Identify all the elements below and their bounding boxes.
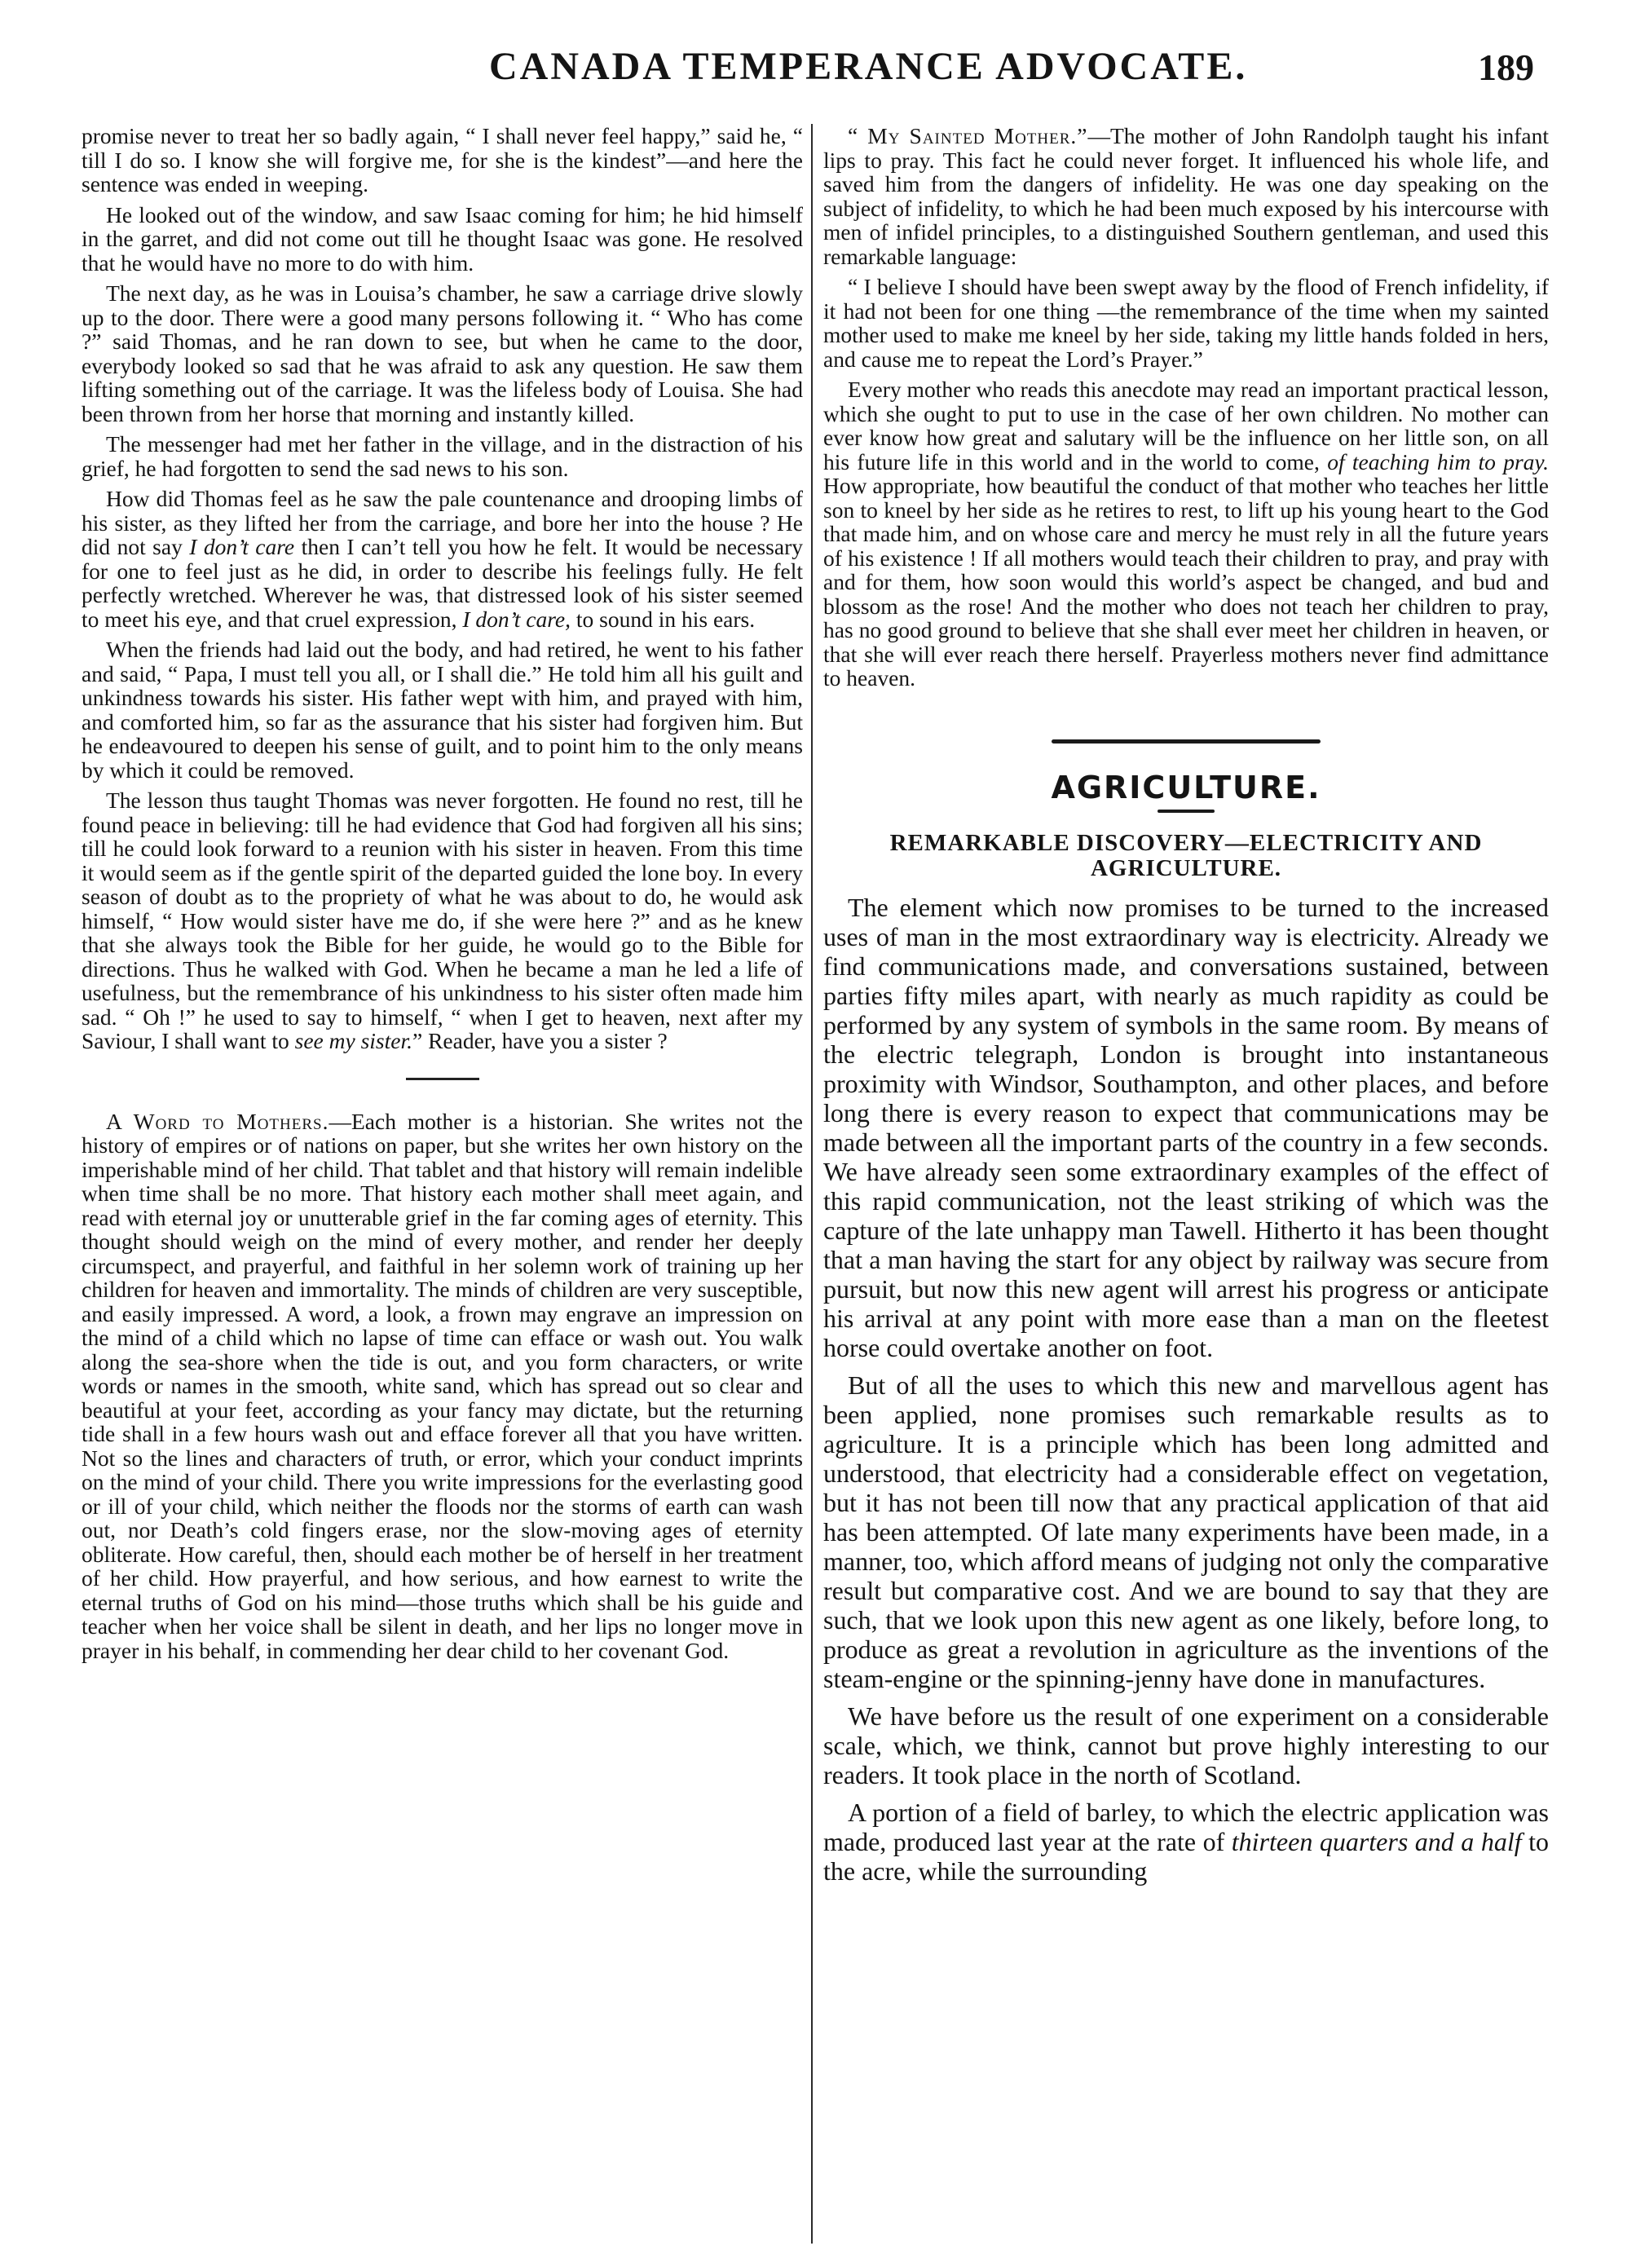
text-run: Every mother who reads this anecdote may read an important practical lesson, which she ought to put to use in the case of her own children. No mother can ever know how great and salutary will be the influence on her little son, on all his future life in this world and in the world to come,	[823, 377, 1549, 474]
section-heading: AGRICULTURE.	[1051, 769, 1321, 805]
text-run: then I can’t tell you how he felt. It would be necessary for one to feel just as he did, in order to describe his feelings fully. He felt perfectly wretched. Wherever he was, that distressed look of his sister seemed to meet his eye, and that cruel expression,	[82, 534, 803, 632]
paragraph: When the friends had laid out the body, and had retired, he went to his father and said, “ Papa, I must tell you all, or I shall die.” He told him all his guilt and unkindness towards his sister. His father wept with him, and prayed with him, and comforted him, so far as the assurance that his sister had forgiven him. But he endeavoured to deepen his sense of guilt, and to point him to the only means by which it could be removed.	[82, 637, 803, 783]
text-run: —Each mother is a historian. She writes not the history of empires or of nations on paper, but she writes her own history on the imperishable mind of her child. That tablet and that history will remain indelible when time shall be no more. That history each mother shall meet again, and read with eternal joy or unutterable grief in the far coming ages of eternity. This thought should weigh on the mind of every mother, and render her deeply circumspect, and prayerful, and faithful in her solemn work of training up her children for heaven and immortality. The minds of children are very susceptible, and easily impressed. A word, a look, a frown may engrave an impression on the mind of a child which no lapse of time can efface or wash out. You walk along the sea-shore when the tide is out, and you form characters, or write words or names in the smooth, white sand, which has spread out so clear and beautiful at your feet, according as your fancy may dictate, but the returning tide shall in a few hours wash out and efface forever all that you have written. Not so the lines and characters of truth, or error, which your conduct imprints on the mind of your child. There you write impressions for the everlasting good or ill of your child, which neither the floods nor the storms of earth can wash out, nor Death’s cold fingers erase, nor the slow-moving ages of eternity obliterate. How careful, then, should each mother be of herself in her treatment of her child. How prayerful, and how serious, and how earnest to write the eternal truths of God on his mind—those truths which shall be his guide and teacher when her voice shall be silent in death, and her lips no longer move in prayer in his behalf, in commending her dear child to her covenant God.	[82, 1108, 803, 1663]
page-number: 189	[1478, 46, 1534, 88]
ornamental-divider	[1052, 739, 1321, 743]
paragraph	[82, 788, 803, 1053]
paragraph	[82, 1110, 803, 1663]
article-label: A Word to Mothers.	[106, 1108, 329, 1134]
italic-text: see my sister.	[294, 1028, 412, 1053]
paragraph	[823, 1798, 1549, 1886]
paragraph	[823, 377, 1549, 691]
italic-text: I don’t care	[189, 534, 295, 559]
text-run: How did Thomas feel as he saw the pale countenance and drooping limbs of his sister, as they lifted her from the carriage, and bore her into the house ? He did not say	[82, 486, 803, 559]
quotation: “ I believe I should have been swept away by the flood of French infidelity, if it had not been for one thing —the remembrance of the time when my sainted mother used to make me kneel by her side, taking my little hands folded in hers, and cause me to repeat the Lord’s Prayer.”	[823, 274, 1549, 372]
publication-title: CANADA TEMPERANCE ADVOCATE.	[489, 45, 1248, 88]
paragraph	[82, 487, 803, 631]
text-run: The lesson thus taught Thomas was never forgotten. He found no rest, till he found peace in believing: till he had evidence that God had forgiven all his sins; till he could look forward to a reunion with his sister in heaven. From this time it would seem as if the gentle spirit of the departed guided the lone boy. In every season of doubt as to the propriety of what he was about to do, he would ask himself, “ How would sister have me do, if she were here ?” and as he knew that she always took the Bible for her guide, he would go to the Bible for directions. Thus he walked with God. When he became a man he led a life of usefulness, but the remembrance of his unkindness to his sister often made him sad. “ Oh !” he used to say to himself, “ when I get to heaven, next after my Saviour, I shall want to	[82, 788, 803, 1053]
running-head	[0, 0, 1636, 122]
paragraph: The next day, as he was in Louisa’s chamber, he saw a carriage drive slowly up to the door. There were a good many persons following it. “ Who has come ?” said Thomas, and he ran down to see, but when he came to the door, everybody looked so sad that he was afraid to ask any question. He saw them lifting something out of the carriage. It was the lifeless body of Louisa. She had been thrown from her horse that morning and instantly killed.	[82, 280, 803, 426]
text-run: —The mother of John Randolph taught his infant lips to pray. This fact he could never forget. It influenced his whole life, and saved him from the dangers of infidelity. He was one day speaking on the subject of infidelity, to which he had been much exposed by his intercourse with men of infidel principles, to a distinguished Southern gentleman, and used this remarkable language:	[823, 124, 1549, 269]
text-run: How appropriate, how beautiful the conduct of that mother who teaches her little son to kneel by her side as he retires to rest, to lift up his young heart to the God that made him, and on whose care and mercy he must rely in all the future years of his existence ! If all mothers would teach their children to pray, and pray with and for them, how soon would this world’s aspect be changed, and bud and blossom as the rose! And the mother who does not teach her children to pray, has no good ground to believe that she shall ever meet her children in heaven, or that she will ever reach there herself. Prayerless mothers never find admittance to heaven.	[823, 473, 1549, 691]
ornament	[1158, 810, 1215, 813]
italic-text: I don’t care,	[462, 606, 571, 632]
article-label: “ My Sainted Mother.”	[848, 124, 1088, 148]
text-run: A portion of a field of barley, to which the electric application was made, produced last year at the rate of	[823, 1798, 1549, 1856]
paragraph: He looked out of the window, and saw Isaac coming for him; he hid himself in the garret, and did not come out till he thought Isaac was gone. He resolved that he would have no more to do with him.	[82, 201, 803, 276]
column-rule	[811, 124, 813, 2244]
paragraph: The element which now promises to be turned to the increased uses of man in the most extraordinary way is electricity. Already we find communications made, and conversations sustained, between parties fifty miles apart, with nearly as much rapidity as could be performed by any system of symbols in the same room. By means of the electric telegraph, London is brought into instantaneous proximity with Windsor, Southampton, and other places, and before long there is every reason to expect that communications may be made between all the important parts of the country in a few seconds. We have already seen some extraordinary examples of the effect of this rapid communication, not the least striking of which was the capture of the late unhappy man Tawell. Hitherto it has been thought that a man having the start for any object by railway was secure from pursuit, but now this new agent will arrest his progress or anticipate his arrival at any point with more ease than a man on the fleetest horse could overtake another on foot.	[823, 893, 1549, 1362]
paragraph: promise never to treat her so badly again, “ I shall never feel happy,” said he, “ till I do so. I know she will forgive me, for she is the kindest”—and here the sentence was ended in weeping.	[82, 124, 803, 196]
text-run: to the acre, while the surrounding	[823, 1827, 1549, 1886]
right-column	[823, 124, 1549, 2244]
italic-text: of teaching him to pray.	[1327, 448, 1549, 474]
section-divider	[406, 1078, 479, 1080]
article-body	[823, 893, 1549, 1886]
paragraph: But of all the uses to which this new and marvellous agent has been applied, none promises such remarkable results as to agriculture. It is a principle which has been long admitted and understood, that electricity had a considerable effect on vegetation, but it has not been till now that any practical application of that aid has been attempted. Of late many experiments have been made, in a manner, too, which afford means of judging not only the comparative result but comparative cost. And we are bound to say that they are such, that we look upon this new agent as one likely, before long, to produce as great a revolution in agriculture as the inventions of the steam-engine or the spinning-jenny have done in manufactures.	[823, 1370, 1549, 1693]
paragraph	[823, 124, 1549, 268]
italic-text: thirteen quarters and a half	[1231, 1827, 1522, 1856]
left-column	[82, 124, 803, 2244]
text-run: ” Reader, have you a sister ?	[412, 1028, 668, 1053]
paragraph: We have before us the result of one experiment on a considerable scale, which, we think, cannot but prove highly interesting to our readers. It took place in the north of Scotland.	[823, 1701, 1549, 1789]
text-run: to sound in his ears.	[571, 606, 756, 632]
article-heading: REMARKABLE DISCOVERY—ELECTRICITY AND AGRICULTURE.	[889, 830, 1483, 881]
paragraph: The messenger had met her father in the village, and in the distraction of his grief, he had forgotten to send the sad news to his son.	[82, 431, 803, 481]
